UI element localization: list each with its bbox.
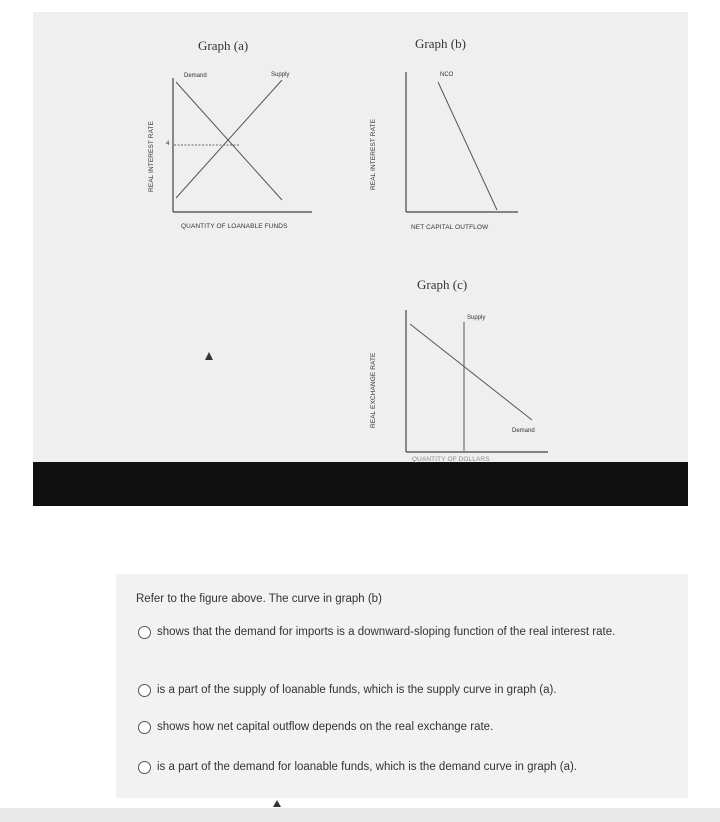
answer-option-3[interactable] bbox=[138, 720, 658, 735]
graph-c-xlabel: QUANTITY OF DOLLARS bbox=[412, 456, 490, 463]
graph-a-supply-curve bbox=[176, 80, 282, 198]
radio-button[interactable] bbox=[138, 721, 151, 734]
graph-a-supply-label: Supply bbox=[271, 72, 290, 78]
graph-b-xlabel: NET CAPITAL OUTFLOW bbox=[411, 224, 489, 231]
graph-a-demand-curve bbox=[176, 82, 282, 200]
answer-option-text: is a part of the demand for loanable funds, which is the demand curve in graph (a). bbox=[157, 761, 577, 773]
graph-a-demand-label: Demand bbox=[184, 73, 207, 79]
answer-option-text: is a part of the supply of loanable funds, which is the supply curve in graph (a). bbox=[157, 684, 557, 696]
answer-option-text: shows that the demand for imports is a downward-sloping function of the real interest rate. bbox=[157, 626, 616, 638]
answer-option-text: shows how net capital outflow depends on the real exchange rate. bbox=[157, 721, 494, 733]
radio-button[interactable] bbox=[138, 684, 151, 697]
graph-a-title: Graph (a) bbox=[198, 38, 249, 53]
graph-a-xlabel: QUANTITY OF LOANABLE FUNDS bbox=[181, 223, 288, 230]
graph-c-title: Graph (c) bbox=[417, 277, 468, 292]
answer-option-2[interactable] bbox=[138, 683, 658, 698]
graph-c-demand-curve bbox=[410, 324, 532, 420]
graph-c-supply-label: Supply bbox=[467, 315, 486, 321]
graph-b-ylabel: REAL INTEREST RATE bbox=[370, 118, 377, 190]
question-prompt: Refer to the figure above. The curve in graph (b) bbox=[136, 593, 382, 605]
cursor-icon bbox=[205, 352, 213, 360]
graph-a-tick-label: 4 bbox=[166, 141, 170, 147]
answer-option-1[interactable] bbox=[138, 625, 658, 640]
graph-b-title: Graph (b) bbox=[415, 36, 466, 51]
radio-button[interactable] bbox=[138, 626, 151, 639]
graph-c-ylabel: REAL EXCHANGE RATE bbox=[370, 352, 377, 428]
pointer-icon bbox=[273, 800, 281, 807]
answer-option-4[interactable] bbox=[138, 760, 658, 775]
radio-button[interactable] bbox=[138, 761, 151, 774]
screen-bezel bbox=[33, 462, 688, 506]
graph-b-nco-label: NCO bbox=[440, 72, 454, 78]
graph-c-demand-label: Demand bbox=[512, 428, 535, 434]
graph-a-ylabel: REAL INTEREST RATE bbox=[148, 120, 155, 192]
spacer bbox=[33, 506, 688, 572]
bottom-strip bbox=[0, 808, 720, 822]
graph-b-nco-curve bbox=[438, 82, 497, 210]
